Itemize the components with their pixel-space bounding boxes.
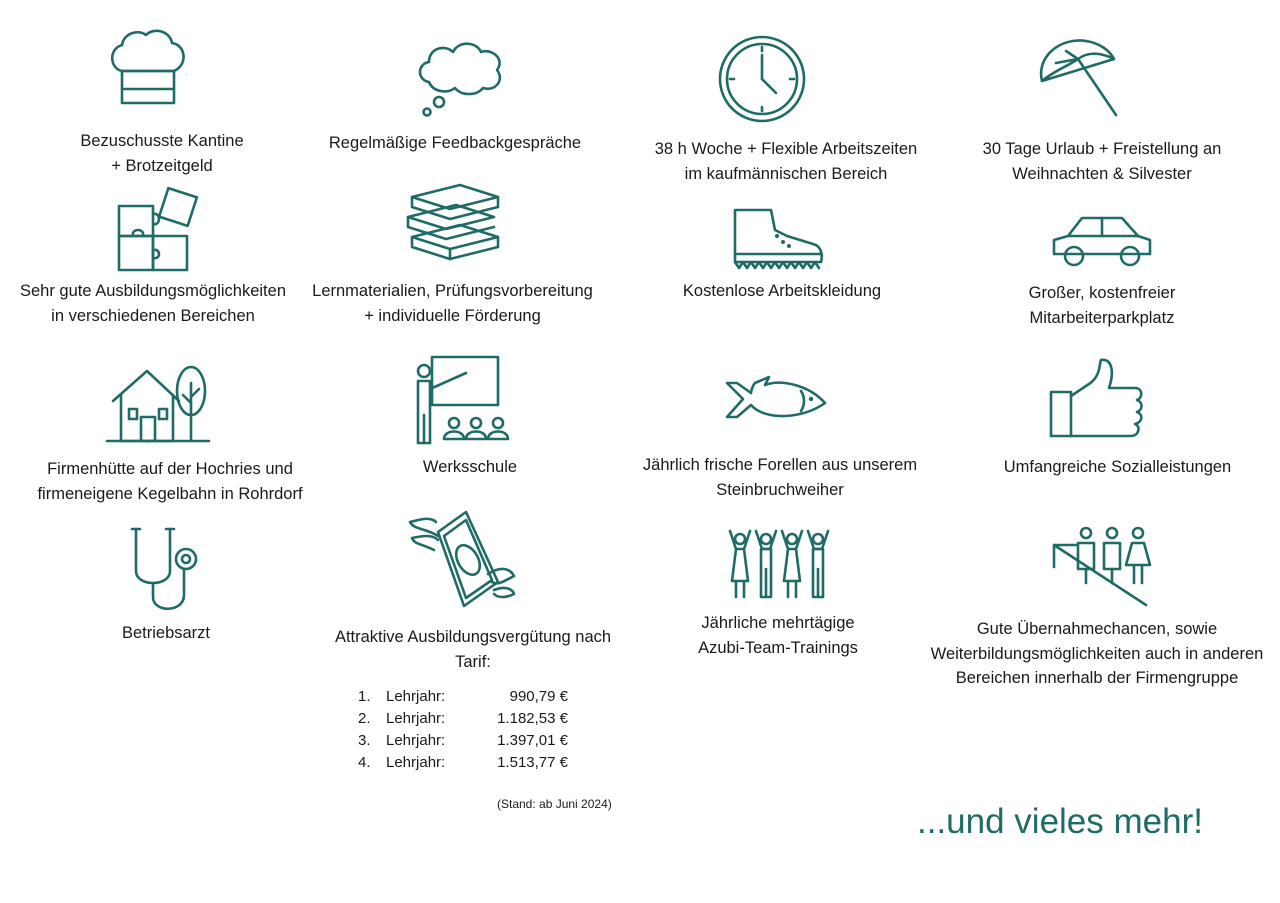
fish-icon bbox=[725, 375, 829, 425]
closing-text: ...und vieles mehr! bbox=[917, 802, 1203, 841]
feedback-label: Regelmäßige Feedbackgespräche bbox=[328, 134, 582, 152]
team-cheer-icon bbox=[726, 529, 834, 601]
ausbildung-label: Sehr gute Ausbildungsmöglichkeiten in verschiedenen Bereichen bbox=[19, 282, 286, 325]
verguetung-label: Attraktive Ausbildungsvergütung nach Tarif: bbox=[334, 628, 612, 671]
forellen-label: Jährlich frische Forellen aus unserem Steinbruchweiher bbox=[642, 456, 918, 499]
pay-table bbox=[358, 686, 568, 774]
pay-row-num: 3. bbox=[358, 732, 371, 749]
chef-hat-icon bbox=[108, 27, 188, 107]
pay-row-year: Lehrjahr: bbox=[386, 710, 446, 727]
teacher-board-icon bbox=[414, 355, 512, 447]
pay-row-num: 1. bbox=[358, 688, 371, 705]
growth-people-icon bbox=[1050, 525, 1154, 609]
urlaub-label: 30 Tage Urlaub + Freistellung an Weihnachten & Silvester bbox=[982, 140, 1222, 183]
stand-note: (Stand: ab Juni 2024) bbox=[497, 797, 612, 811]
werksschule-label: Werksschule bbox=[422, 458, 518, 476]
huette-label: Firmenhütte auf der Hochries und firmeneigene Kegelbahn in Rohrdorf bbox=[37, 460, 303, 503]
pay-row-amount: 1.513,77 € bbox=[497, 754, 568, 771]
books-icon bbox=[402, 183, 502, 271]
car-icon bbox=[1050, 214, 1154, 270]
umbrella-icon bbox=[1036, 37, 1120, 119]
uebernahme-label: Gute Übernahmechancen, sowie Weiterbildungsmöglichkeiten auch in anderen Bereichen innerhalb der Firmengruppe bbox=[930, 620, 1264, 687]
pay-row bbox=[358, 730, 568, 752]
kantine-label: Bezuschusste Kantine + Brotzeitgeld bbox=[80, 132, 244, 175]
stethoscope-icon bbox=[130, 525, 200, 613]
pay-row bbox=[358, 752, 568, 774]
thumbs-up-icon bbox=[1049, 358, 1145, 442]
pay-row bbox=[358, 708, 568, 730]
sozial-label: Umfangreiche Sozialleistungen bbox=[1003, 458, 1232, 476]
pay-row-year: Lehrjahr: bbox=[386, 688, 446, 705]
house-tree-icon bbox=[107, 363, 211, 445]
puzzle-icon bbox=[117, 188, 205, 272]
flying-money-icon bbox=[408, 510, 516, 610]
clock-icon bbox=[718, 35, 806, 123]
training-label: Jährliche mehrtägige Azubi-Team-Trainings bbox=[698, 614, 858, 657]
thought-cloud-icon bbox=[415, 38, 507, 118]
kleidung-label: Kostenlose Arbeitskleidung bbox=[682, 282, 882, 300]
lernmaterial-label: Lernmaterialien, Prüfungsvorbereitung + individuelle Förderung bbox=[312, 282, 593, 325]
pay-row-year: Lehrjahr: bbox=[386, 754, 446, 771]
arbeitszeit-label: 38 h Woche + Flexible Arbeitszeiten im kaufmännischen Bereich bbox=[654, 140, 918, 183]
arzt-label: Betriebsarzt bbox=[121, 624, 211, 642]
pay-row-num: 2. bbox=[358, 710, 371, 727]
pay-row bbox=[358, 686, 568, 708]
work-boot-icon bbox=[731, 206, 825, 270]
parkplatz-label: Großer, kostenfreier Mitarbeiterparkplatz bbox=[1028, 284, 1176, 327]
pay-row-num: 4. bbox=[358, 754, 371, 771]
pay-row-amount: 1.397,01 € bbox=[497, 732, 568, 749]
pay-row-amount: 990,79 € bbox=[509, 688, 568, 705]
pay-row-year: Lehrjahr: bbox=[386, 732, 446, 749]
pay-row-amount: 1.182,53 € bbox=[497, 710, 568, 727]
